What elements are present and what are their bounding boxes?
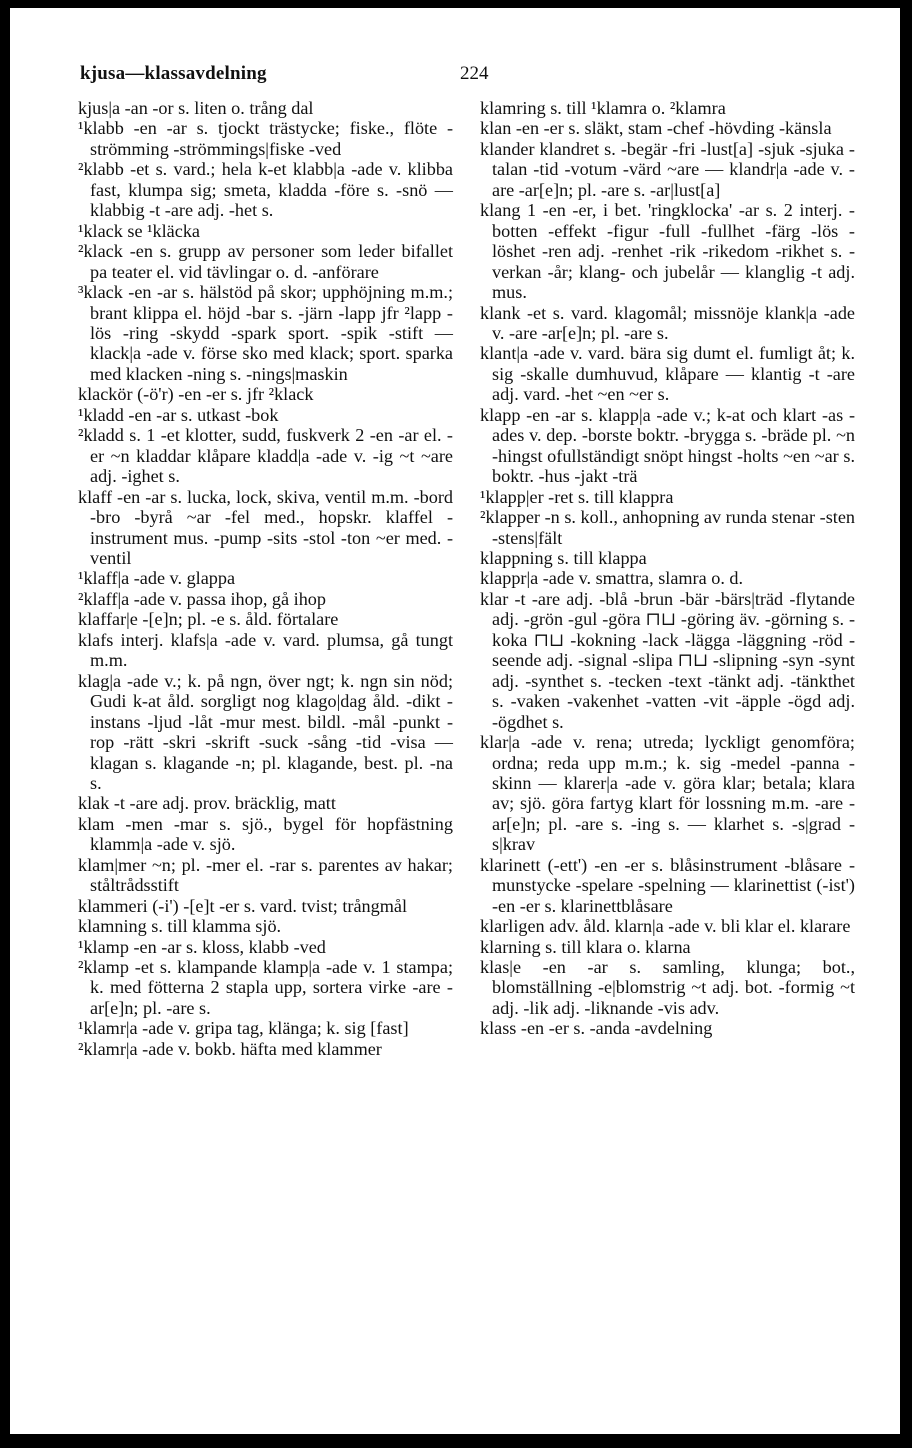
entry-klander: klander klandret s. -begär -fri -lust[a] -sjuk -sjuka -talan -tid -votum -värd ~are — klandr|a -ade v. -are -ar[e]n; pl. -are s. -ar|lust[a] (480, 138, 855, 200)
entry-klaff: klaff -en -ar s. lucka, lock, skiva, ventil m.m. -bord -bro -byrå ~ar -fel med., hopskr. klaffel -instrument mus. -pump -sits -stol -ton ~er med. -ventil (78, 486, 453, 568)
entry-klara: klar|a -ade v. rena; utreda; lyckligt genomföra; ordna; reda upp m.m.; k. sig -medel -panna -skinn — klarer|a -ade v. göra klar; betala; klara av; sjö. göra fartyg klart för lossning m.m. -are -ar[e]n; pl. -are s. -ing s. — klarhet s. -s|grad -s|krav (480, 732, 855, 855)
entry-kladd-2: ²kladd s. 1 -et klotter, sudd, fuskverk 2 -en -ar el. -er ~n kladdar klåpare kladd|a -ade v. -ig ~t ~are adj. -ighet s. (78, 425, 453, 487)
entry-klamra-2: ²klamr|a -ade v. bokb. häfta med klammer (78, 1038, 382, 1059)
entry-klamning: klamning s. till klamma sjö. (78, 916, 282, 937)
entry-klammer: klam|mer ~n; pl. -mer el. -rar s. parentes av hakar; ståltrådsstift (78, 854, 453, 896)
entry-klack-1: ¹klack se ¹kläcka (78, 220, 200, 241)
entry-klapper-2: ²klapper -n s. koll., anhopning av runda stenar -sten -stens|fält (480, 507, 855, 548)
entry-klamp-1: ¹klamp -en -ar s. kloss, klabb -ved (78, 936, 326, 957)
entry-klapper-1: ¹klapp|er -ret s. till klappra (480, 486, 674, 507)
entry-klase: klas|e -en -ar s. samling, klunga; bot., blomställning -e|blomstrig ~t adj. bot. -formig ~t adj. -lik adj. -liknande -vis adv. (480, 957, 855, 1018)
entry-klackor: klackör (-ö'r) -en -er s. jfr ²klack (78, 384, 314, 405)
entry-klabb-2: ²klabb -et s. vard.; hela k-et klabb|a -ade v. klibba fast, klumpa sig; smeta, kladda -före s. -snö — klabbig -t -are adj. -het s. (78, 159, 453, 221)
entry-klammeri: klammeri (-i') -[e]t -er s. vard. tvist; trångmål (78, 895, 408, 916)
entry-klank: klank -et s. vard. klagomål; missnöje klank|a -ade v. -are -ar[e]n; pl. -are s. (480, 302, 855, 343)
entry-klarinett: klarinett (-ett') -en -er s. blåsinstrument -blåsare -munstycke -spelare -spelning — klarinettist (-ist') -en -er s. klarinettblåsare (480, 854, 855, 916)
entry-klam: klam -men -mar s. sjö., bygel för hopfästning klamm|a -ade v. sjö. (78, 813, 453, 855)
entry-klang: klang 1 -en -er, i bet. 'ringklocka' -ar s. 2 interj. -botten -effekt -figur -full -fullhet -färg -lös -löshet -ren adj. -renhet -rik -rikedom -rikhet s. -verkan -år; klang- och jubelår — klanglig -t adj. mus. (480, 200, 855, 303)
entry-kjusa: kjus|a -an -or s. liten o. trång dal (78, 98, 314, 118)
entry-klamra-1: ¹klamr|a -ade v. gripa tag, klänga; k. sig [fast] (78, 1018, 409, 1039)
entry-kladd-1: ¹kladd -en -ar s. utkast -bok (78, 404, 279, 425)
entry-klapp: klapp -en -ar s. klapp|a -ade v.; k-at och klart -as -ades v. dep. -borste boktr. -brygga s. -bräde pl. ~n -hingst ofullständigt snöpt hingst -holts ~en ~ar s. boktr. -hus -jakt -trä (480, 404, 855, 487)
entry-klafs: klafs interj. klafs|a -ade v. vard. plumsa, gå tungt m.m. (78, 629, 453, 671)
entry-klass: klass -en -er s. -anda -avdelning (480, 1018, 713, 1039)
entry-klappra: klappr|a -ade v. smattra, slamra o. d. (480, 568, 744, 589)
entry-klack-2: ²klack -en s. grupp av personer som leder bifallet pa teater el. vid tävlingar o. d. -anförare (78, 241, 453, 282)
entry-klar: klar -t -are adj. -blå -brun -bär -bärs|träd -flytande adj. -grön -gul -göra ⊓⊔ -göring äv. -görning s. -koka ⊓⊔ -kokning -lack -lägga -läggning -röd -seende adj. -signal -slipa ⊓⊔ -slipning -syn -synt adj. -synthet s. -tecken -text -tänkt adj. -tänkthet s. -vaken -vakenhet -vatten -vit -äpple -ögd adj. -ögdhet s. (480, 588, 855, 732)
entry-klaffare: klaffar|e -[e]n; pl. -e s. åld. förtalare (78, 609, 339, 630)
left-column (78, 98, 453, 1059)
entry-klappning: klappning s. till klappa (480, 547, 647, 568)
entry-klaga: klag|a -ade v.; k. på ngn, över ngt; k. ngn sin nöd; Gudi k-at åld. sorgligt nog klago|dag åld. -dikt -instans -ljud -låt -mur mest. bildl. -mål -punkt -rop -rätt -skri -skrift -suck -sång -tid -visa — klagan s. klagande -n; pl. klagande, best. pl. -na s. (78, 670, 453, 793)
entry-klanta: klant|a -ade v. vard. bära sig dumt el. fumligt åt; k. sig -skalle dumhuvud, klåpare — klantig -t -are adj. vard. -het ~en ~er s. (480, 343, 855, 405)
entry-klabb-1: ¹klabb -en -ar s. tjockt trästycke; fiske., flöte -strömming -strömmings|fiske -ved (78, 118, 453, 159)
entry-klarligen: klarligen adv. åld. klarn|a -ade v. bli klar el. klarare (480, 916, 851, 937)
entry-klan: klan -en -er s. släkt, stam -chef -hövding -känsla (480, 118, 832, 139)
right-column (480, 98, 855, 1039)
entry-klaffa-2: ²klaff|a -ade v. passa ihop, gå ihop (78, 588, 326, 609)
entry-klaffa-1: ¹klaff|a -ade v. glappa (78, 568, 236, 589)
dictionary-page (10, 8, 900, 1434)
entry-klamring: klamring s. till ¹klamra o. ²klamra (480, 98, 726, 118)
entry-klamp-2: ²klamp -et s. klampande klamp|a -ade v. 1 stampa; k. med fötterna 2 stapla upp, sortera virke -are -ar[e]n; pl. -are s. (78, 957, 453, 1018)
page-number: 224 (460, 63, 489, 84)
running-head (80, 63, 860, 91)
page-header-title: kjusa—klassavdelning (80, 63, 267, 84)
entry-klarning: klarning s. till klara o. klarna (480, 936, 691, 957)
entry-klak: klak -t -are adj. prov. bräcklig, matt (78, 793, 336, 814)
entry-klack-3: ³klack -en -ar s. hälstöd på skor; upphöjning m.m.; brant klippa el. höjd -bar s. -järn -lapp jfr ²lapp -lös -ring -skydd -spark sport. -spik -stift — klack|a -ade v. förse sko med klack; sport. sparka med klacken -ning s. -nings|maskin (78, 282, 453, 384)
